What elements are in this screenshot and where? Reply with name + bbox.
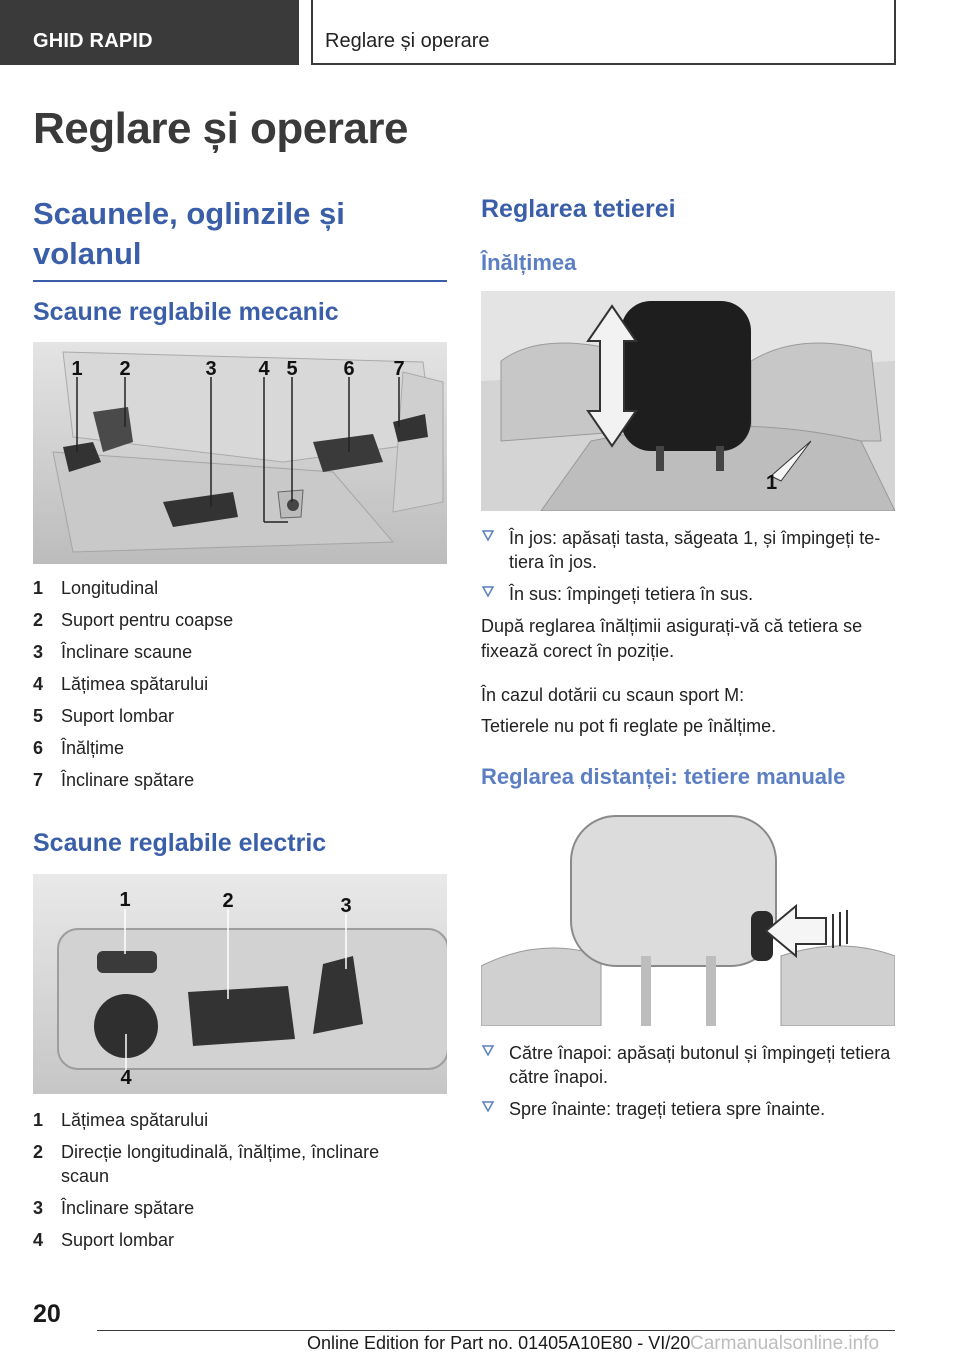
item-number: 4 [33,1230,44,1250]
mech-fig-label-7: 7 [393,358,405,380]
item-number: 1 [33,1110,44,1130]
list-item [33,1228,413,1252]
height-fig-label-1: 1 [766,472,778,494]
list-item [33,1196,413,1220]
mech-fig-label-3: 3 [205,358,217,380]
list-item [33,704,447,728]
elec-fig-label-4: 4 [120,1067,132,1089]
mech-fig-label-2: 2 [119,358,131,380]
elec-fig-label-1: 1 [119,889,131,911]
item-number: 3 [33,642,44,662]
distance-bullets [481,1041,897,1129]
distance-subheading: Reglarea distanței: tetiere manuale [481,764,846,789]
list-item [481,1041,897,1089]
list-item [33,1108,413,1132]
mechanical-heading: Scaune reglabile mecanic [33,298,339,326]
height-note: După reglarea înălțimii asigurați-vă că tetiera se fixează corect în poziție. [481,616,863,661]
item-text: Direcție longitudinală, înălțime, înclinare scaun [61,1142,380,1186]
mech-fig-label-1: 1 [71,358,83,380]
bullet-text: În sus: împingeți tetiera în sus. [509,584,754,604]
item-number: 3 [33,1198,44,1218]
list-item [481,582,897,606]
height-bullets [481,526,897,614]
footer-divider [97,1330,895,1331]
list-item [481,526,897,574]
sport-seat-note: În cazul dotării cu scaun sport M: [481,685,745,705]
item-number: 4 [33,674,44,694]
list-item [33,736,447,760]
item-text: Înclinare scaune [61,642,193,662]
mech-fig-label-5: 5 [286,358,298,380]
headrest-height-figure [481,291,895,511]
mech-fig-label-4: 4 [258,358,270,380]
bullet-text: Spre înainte: trageți tetiera spre înainte. [509,1099,826,1119]
item-text: Lățimea spătarului [61,1110,209,1130]
item-text: Înclinare spătare [61,770,195,790]
list-item [33,768,447,792]
item-number: 5 [33,706,44,726]
header-section: Reglare și operare [311,0,896,65]
list-item [33,640,447,664]
mechanical-seat-figure [33,342,447,564]
list-item [33,1140,413,1188]
header-tab: GHID RAPID [0,0,299,65]
list-item [33,576,447,600]
bullet-text: Către înapoi: apăsați butonul și împingeți tetiera către înapoi. [509,1043,891,1087]
section-title: Scaunele, oglinzile și volanul [33,194,447,282]
electric-heading: Scaune reglabile electric [33,829,327,857]
item-number: 6 [33,738,44,758]
bullet-text: În jos: apăsați tasta, săgeata 1, și împingeți tetiera în jos. [509,528,881,572]
list-item [33,608,447,632]
item-text: Suport pentru coapse [61,610,234,630]
item-text: Înălțime [61,738,125,758]
electric-seat-figure [33,874,447,1094]
list-item [33,672,447,696]
item-number: 2 [33,1142,44,1162]
item-number: 2 [33,610,44,630]
watermark: Carmanualsonline.info [690,1333,880,1354]
mech-fig-label-6: 6 [343,358,355,380]
footer-edition: Online Edition for Part no. 01405A10E80 - VI/20 [307,1333,691,1353]
height-subheading: Înălțimea [481,250,577,275]
item-number: 7 [33,770,44,790]
sport-seat-note-detail: Tetierele nu pot fi reglate pe înălțime. [481,716,777,736]
item-text: Longitudinal [61,578,159,598]
item-text: Înclinare spătare [61,1198,195,1218]
item-text: Lățimea spătarului [61,674,209,694]
headrest-heading: Reglarea tetierei [481,195,676,223]
item-text: Suport lombar [61,1230,175,1250]
list-item [481,1097,897,1121]
item-number: 1 [33,578,44,598]
page-title: Reglare și operare [33,104,408,153]
item-text: Suport lombar [61,706,175,726]
elec-fig-label-2: 2 [222,890,234,912]
headrest-distance-figure [481,806,895,1026]
elec-fig-label-3: 3 [340,895,352,917]
page-number: 20 [33,1300,61,1328]
electric-list [33,1108,413,1260]
mechanical-list [33,576,447,800]
